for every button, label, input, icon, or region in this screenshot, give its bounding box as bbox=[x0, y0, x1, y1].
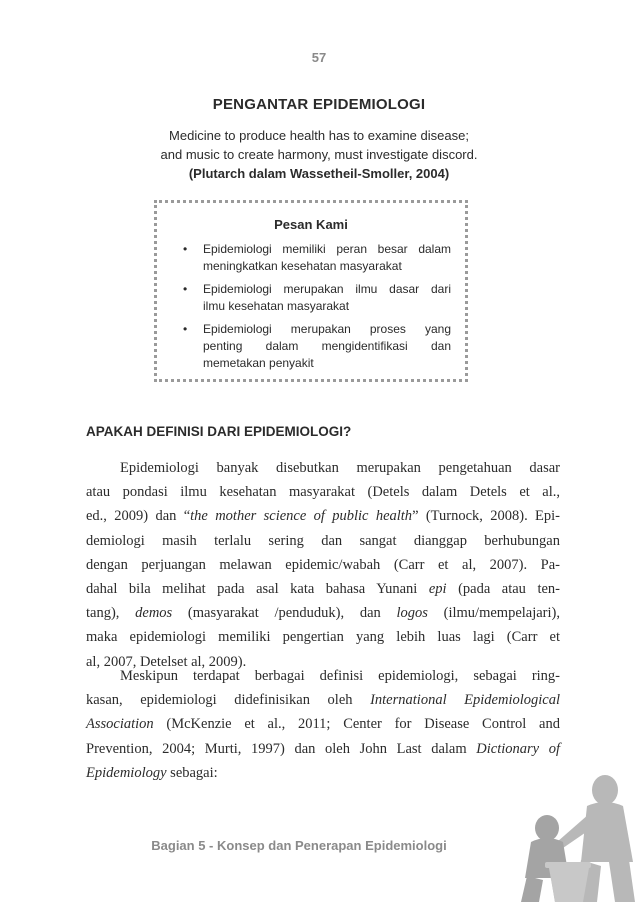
key-message-item bbox=[175, 241, 451, 275]
text-line bbox=[86, 504, 560, 528]
key-message-title: Pesan Kami bbox=[274, 217, 348, 232]
chapter-title: PENGANTAR EPIDEMIOLOGI bbox=[212, 96, 426, 113]
italic-run: Association bbox=[86, 716, 154, 733]
italic-run: International Epidemiological bbox=[370, 692, 561, 709]
text-line: al, 2007, Detelset al, 2009). bbox=[86, 653, 247, 670]
text-run: (masyarakat /penduduk), dan bbox=[172, 605, 397, 622]
italic-run: Epidemiology bbox=[86, 764, 167, 781]
text-run: ” (Turnock, 2008). Epi- bbox=[412, 508, 560, 525]
item-line: Epidemiologi memiliki peran besar dalam bbox=[203, 242, 451, 256]
item-line: penting dalam mengidentifikasi dan bbox=[203, 339, 451, 353]
text-line: atau pondasi ilmu kesehatan masyarakat (Detels dalam Detels et al., bbox=[86, 484, 560, 501]
children-illustration-icon bbox=[505, 770, 638, 902]
text-run: kasan, epidemiologi didefinisikan oleh bbox=[86, 692, 371, 709]
text-line bbox=[86, 688, 560, 712]
section-heading: APAKAH DEFINISI DARI EPIDEMIOLOGI? bbox=[86, 424, 352, 439]
epigraph-quote bbox=[0, 126, 638, 183]
item-line: Epidemiologi merupakan ilmu dasar dari bbox=[203, 282, 451, 296]
text-line: maka epidemiologi memiliki pengertian yang lebih luas lagi (Carr et bbox=[86, 629, 560, 646]
paragraph-1 bbox=[86, 456, 560, 674]
quote-source: (Plutarch dalam Wassetheil-Smoller, 2004) bbox=[188, 166, 450, 181]
italic-run: demos bbox=[135, 605, 173, 622]
text-run: (ilmu/mempelajari), bbox=[427, 605, 560, 622]
item-line: Epidemiologi merupakan proses yang bbox=[203, 322, 451, 336]
italic-run: Dictionary of bbox=[476, 740, 560, 757]
item-line: meningkatkan kesehatan masyarakat bbox=[203, 259, 402, 273]
key-message-item bbox=[175, 321, 451, 372]
italic-run: the mother science of public health bbox=[190, 508, 413, 525]
text-line: Epidemiologi banyak disebutkan merupakan pengetahuan dasar bbox=[120, 460, 560, 476]
text-line bbox=[86, 601, 560, 625]
text-line: demiologi masih terlalu sering dan sangat dianggap berhubungan bbox=[86, 532, 560, 549]
text-line bbox=[86, 577, 560, 601]
item-line: memetakan penyakit bbox=[203, 356, 314, 370]
key-message-item bbox=[175, 281, 451, 315]
text-run: tang), bbox=[86, 605, 136, 622]
italic-run: logos bbox=[396, 605, 428, 622]
text-run: ed., 2009) dan “ bbox=[86, 508, 191, 525]
key-message-box bbox=[154, 200, 468, 382]
footer-text: Bagian 5 - Konsep dan Penerapan Epidemiologi bbox=[151, 838, 447, 853]
key-message-list bbox=[175, 241, 451, 378]
bullet-icon: • bbox=[183, 242, 188, 256]
text-line: Meskipun terdapat berbagai definisi epidemiologi, sebagai ring- bbox=[120, 668, 560, 684]
quote-line-1: Medicine to produce health has to examine disease; bbox=[169, 128, 469, 143]
text-run: Prevention, 2004; Murti, 1997) dan oleh John Last dalam bbox=[86, 740, 477, 757]
bullet-icon: • bbox=[183, 322, 188, 336]
page-number: 57 bbox=[311, 50, 327, 65]
text-run: sebagai: bbox=[166, 764, 218, 781]
text-run: dahal bila melihat pada asal kata bahasa Yunani bbox=[86, 581, 429, 598]
paragraph-2 bbox=[86, 664, 560, 785]
bullet-icon: • bbox=[183, 282, 188, 296]
text-line: dengan perjuangan melawan epidemic/wabah (Carr et al, 2007). Pa- bbox=[86, 556, 560, 573]
text-run: (pada atau ten- bbox=[446, 581, 560, 598]
text-line bbox=[86, 712, 560, 736]
text-run: (McKenzie et al., 2011; Center for Disease Control and bbox=[153, 716, 560, 733]
italic-run: epi bbox=[428, 581, 447, 598]
text-line bbox=[86, 761, 560, 785]
quote-line-2: and music to create harmony, must investigate discord. bbox=[160, 147, 478, 162]
text-line bbox=[86, 737, 560, 761]
item-line: ilmu kesehatan masyarakat bbox=[203, 299, 350, 313]
